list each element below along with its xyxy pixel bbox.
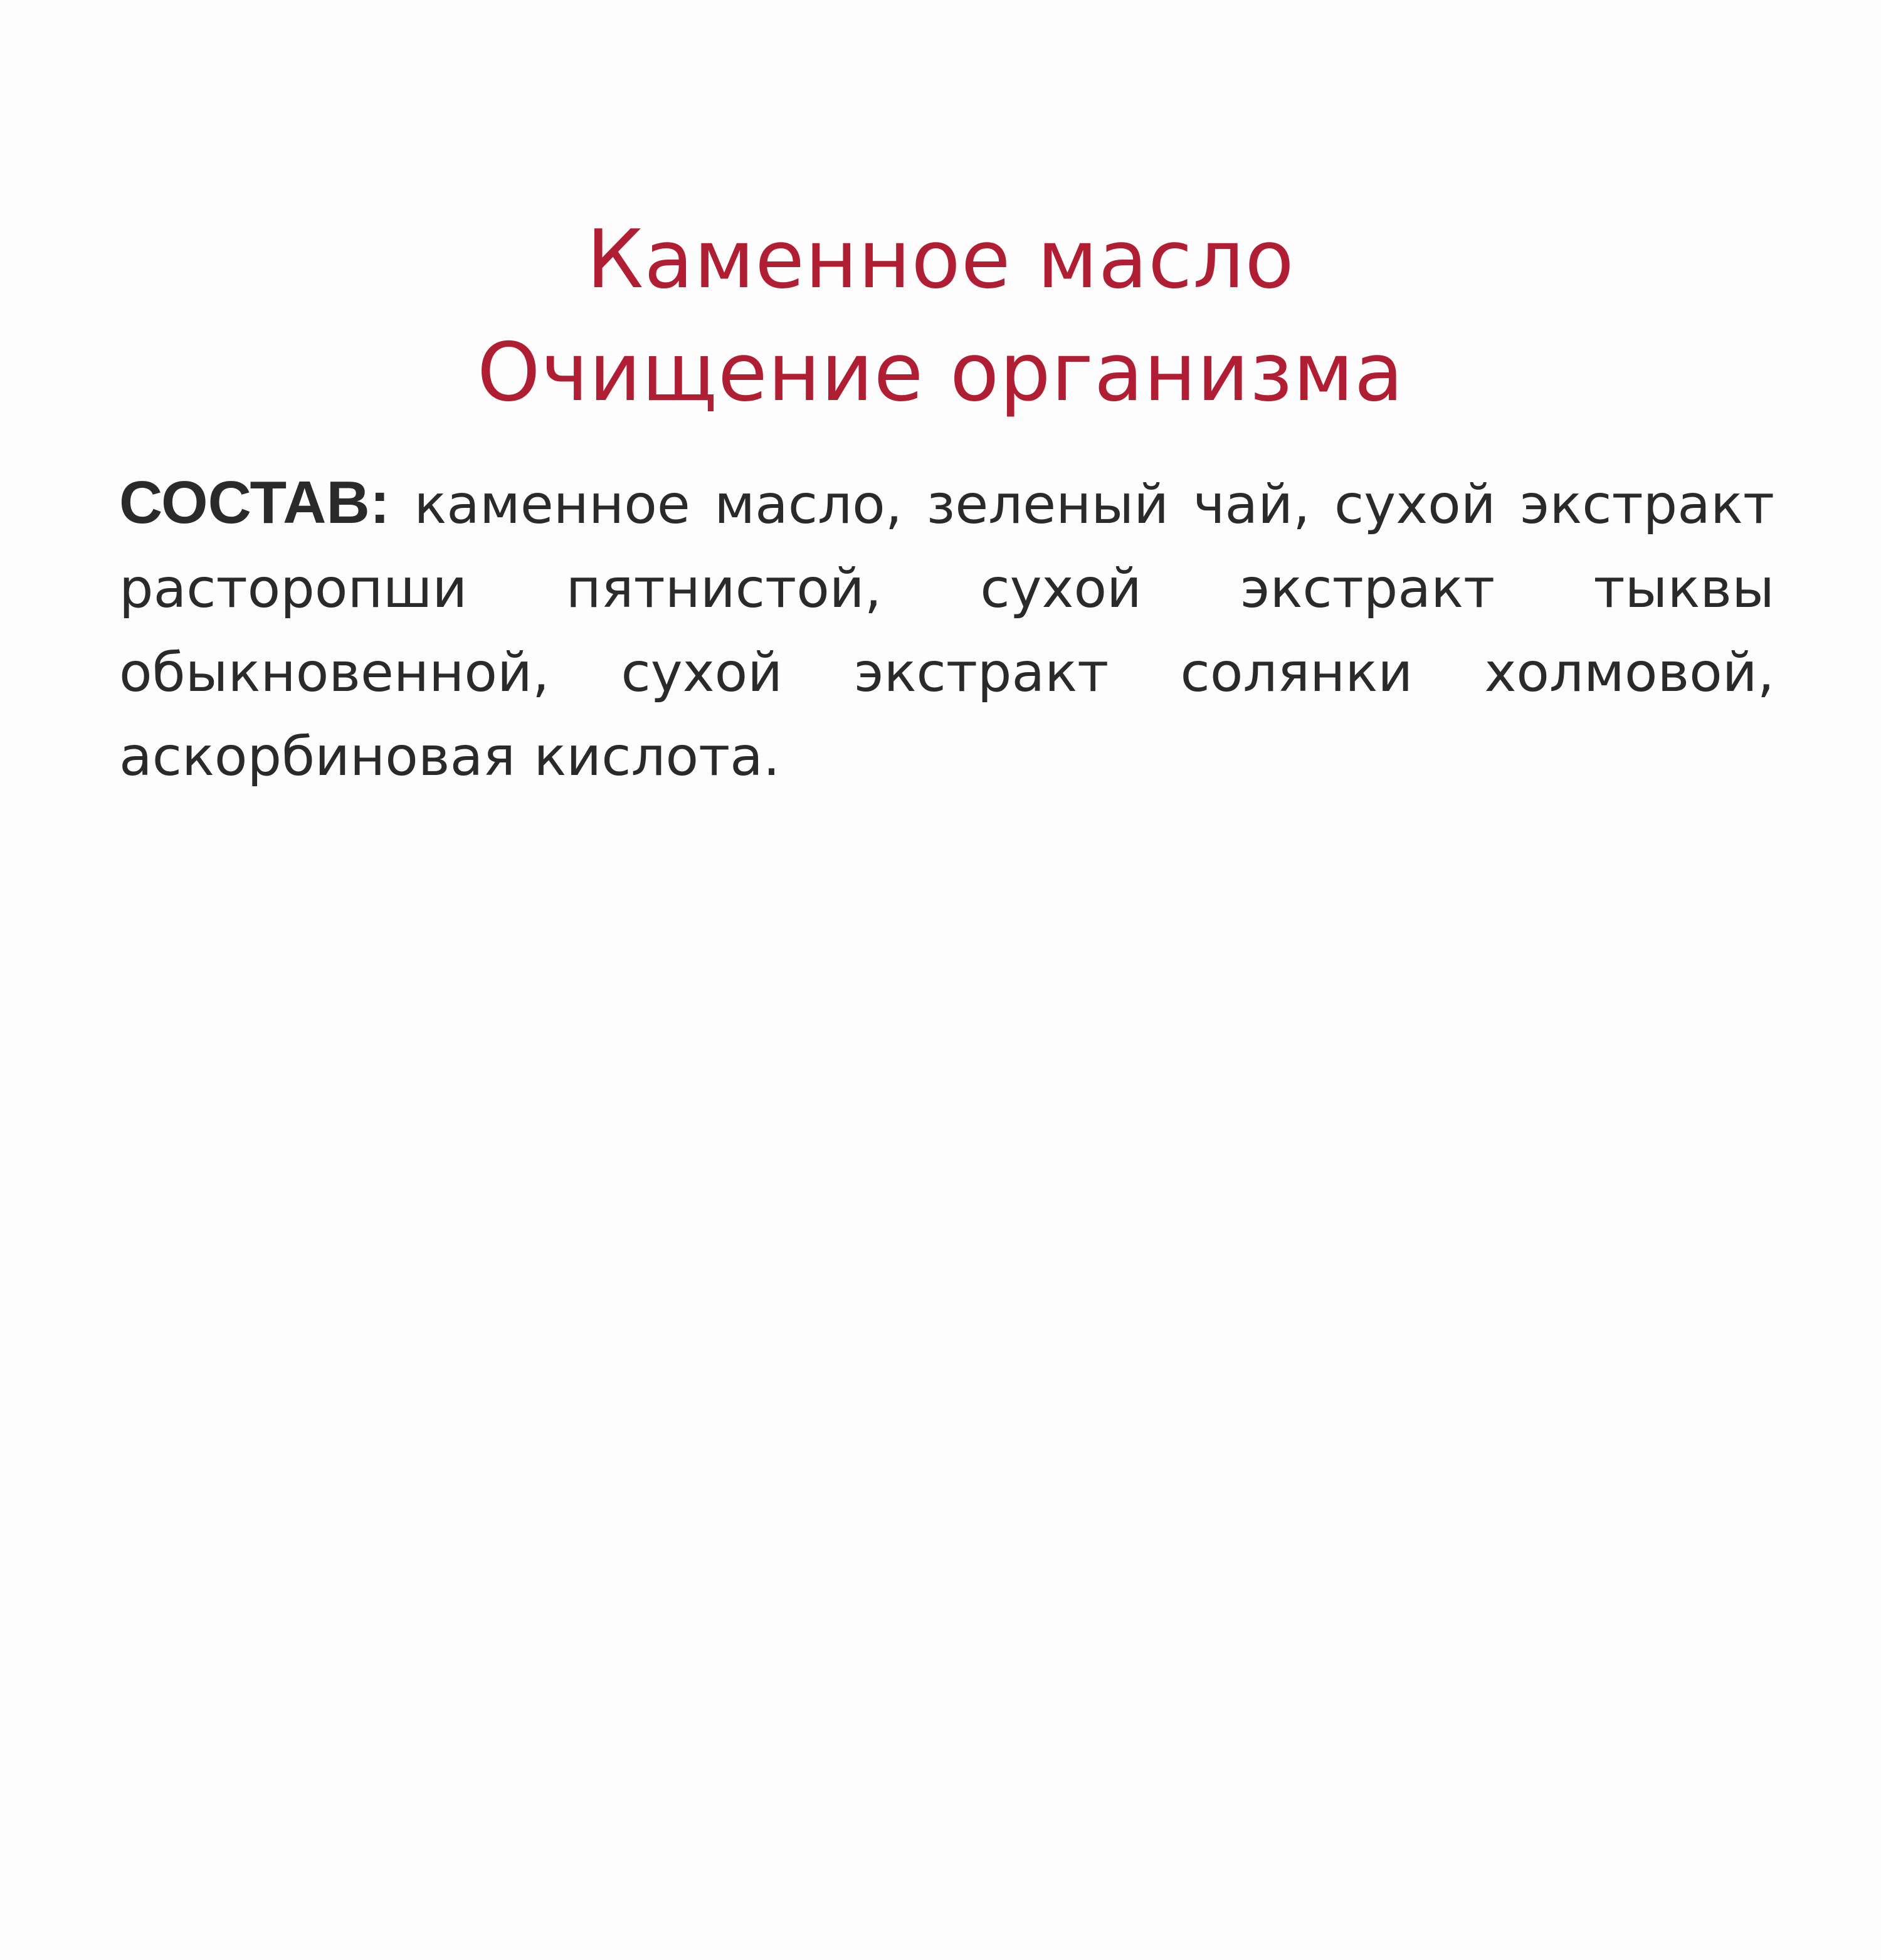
product-name: Каменное масло [586, 213, 1295, 307]
product-title [0, 204, 1881, 429]
composition-paragraph [119, 461, 1774, 799]
composition-label: СОСТАВ: [119, 469, 390, 536]
composition-ingredients: каменное масло, зеленый чай, сухой экстракт расторопши пятнистой, сухой экстракт тыквы обыкновенной, сухой экстракт солянки холмовой, аскорбиновая кислота. [119, 473, 1775, 788]
product-purpose: Очищение организма [477, 326, 1404, 419]
